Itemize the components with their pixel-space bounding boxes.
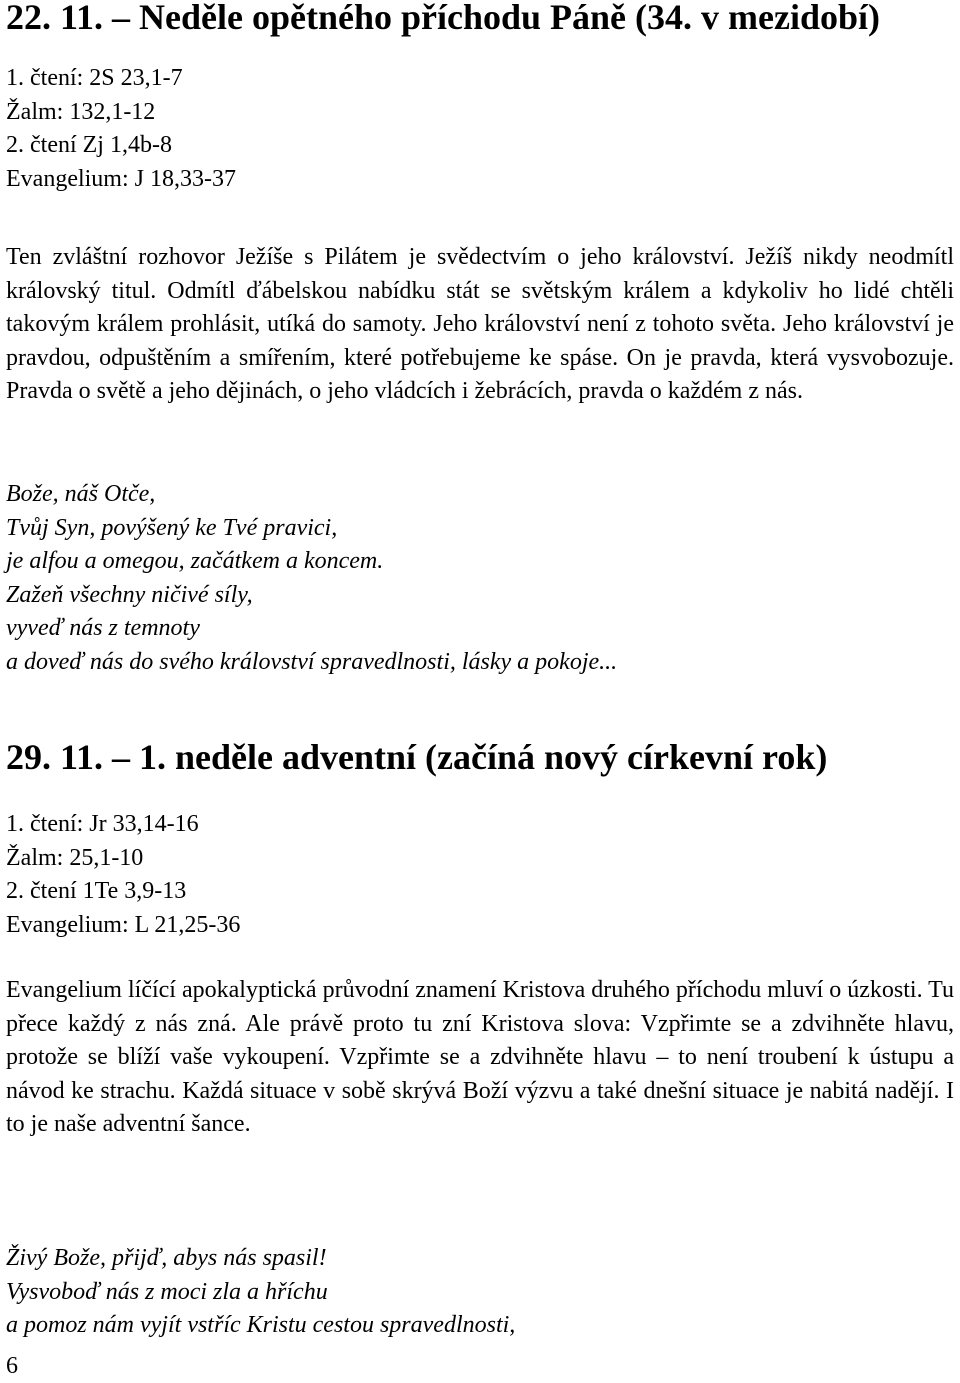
section-heading-29-11: 29. 11. – 1. neděle adventní (začíná nový církevní rok) <box>6 737 828 777</box>
prayer-line: Živý Bože, přijď, abys nás spasil! <box>6 1245 327 1271</box>
reading-second: 2. čtení Zj 1,4b-8 <box>6 132 172 158</box>
prayer-line: a pomoz nám vyjít vstříc Kristu cestou spravedlnosti, <box>6 1312 516 1338</box>
prayer-line: vyveď nás z temnoty <box>6 615 200 641</box>
reading-psalm: Žalm: 25,1-10 <box>6 844 144 871</box>
reflection-paragraph-22-11: Ten zvláštní rozhovor Ježíše s Pilátem je svědectvím o jeho království. Ježíš nikdy neodmítl královský titul. Odmítl ďábelskou nabídku stát se světským králem a kdykoliv ho lidé chtěli takovým králem prohlásit, utíká do samoty. Jeho království není z tohoto světa. Jeho království je pravdou, odpuštěním a smířením, které potřebujeme ke spáse. On je pravda, která vysvobozuje. Pravda o světě a jeho dějinách, o jeho vládcích i žebrácích, pravda o každém z nás. <box>6 244 954 404</box>
prayer-29-11 <box>6 1242 515 1343</box>
prayer-line: Vysvoboď nás z moci zla a hříchu <box>6 1278 328 1305</box>
reading-psalm: Žalm: 132,1-12 <box>6 98 156 125</box>
reading-second: 2. čtení 1Te 3,9-13 <box>6 878 187 904</box>
prayer-line: je alfou a omegou, začátkem a koncem. <box>6 548 384 574</box>
reading-gospel: Evangelium: L 21,25-36 <box>6 911 241 938</box>
prayer-line: a doveď nás do svého království spravedlnosti, lásky a pokoje... <box>6 648 618 675</box>
readings-list-29-11 <box>6 808 240 942</box>
readings-list-22-11 <box>6 62 236 196</box>
reading-first: 1. čtení: 2S 23,1-7 <box>6 65 183 91</box>
reading-gospel: Evangelium: J 18,33-37 <box>6 165 236 192</box>
prayer-line: Bože, náš Otče, <box>6 481 156 507</box>
prayer-line: Zažeň všechny ničivé síly, <box>6 581 253 608</box>
reading-first: 1. čtení: Jr 33,14-16 <box>6 811 199 837</box>
prayer-line: Tvůj Syn, povýšený ke Tvé pravici, <box>6 514 338 541</box>
section-heading-22-11: 22. 11. – Neděle opětného příchodu Páně (34. v mezidobí) <box>6 0 880 37</box>
reflection-paragraph-29-11: Evangelium líčící apokalyptická průvodní znamení Kristova druhého příchodu mluví o úzkosti. Tu přece každý z nás zná. Ale právě proto tu zní Kristova slova: Vzpřimte se a zdvihněte hlavu, protože se blíží vaše vykoupení. Vzpřimte se a zdvihněte hlavu – to není troubení k ústupu a návod ke strachu. Každá situace v sobě skrývá Boží výzvu a také dnešní situace je nabitá nadějí. I to je naše adventní šance. <box>6 977 954 1137</box>
page-number: 6 <box>6 1353 18 1379</box>
prayer-22-11 <box>6 478 617 679</box>
